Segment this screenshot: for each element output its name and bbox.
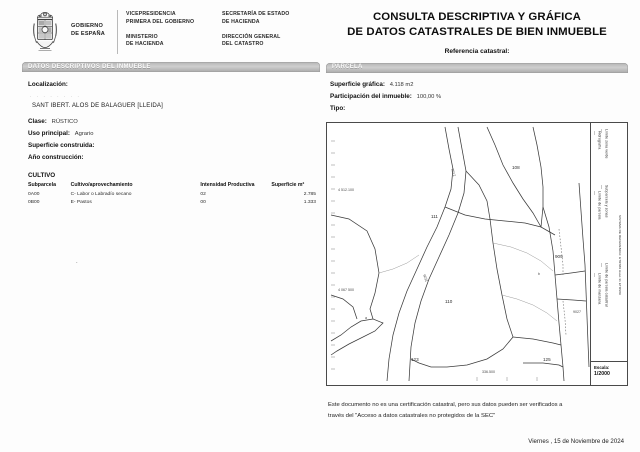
government-name — [71, 22, 113, 38]
cultivo-title: CULTIVO — [28, 171, 56, 179]
cell-superficie: 1.333 — [303, 200, 316, 206]
map-label-coord-west: 4 067 500 — [338, 288, 354, 293]
right-column — [326, 8, 628, 444]
cell-subparcela: 0B00 — [28, 200, 40, 206]
secretariat-line1: SECRETARÍA DE ESTADO — [222, 11, 290, 17]
map-legend-panel — [590, 123, 627, 385]
clase-value: RÚSTICO — [51, 118, 78, 125]
map-scale-value: 1/2000 — [594, 370, 610, 377]
page-title-line2: DE DATOS CATASTRALES DE BIEN INMUEBLE — [347, 26, 607, 39]
government-header — [22, 8, 320, 58]
map-label-small-b: b — [538, 272, 540, 277]
legend-item-4: Hidrografía — [597, 131, 602, 150]
vicepresidency-line1: VICEPRESIDENCIA — [126, 11, 176, 17]
anio-construccion-field — [28, 152, 316, 164]
localizacion-value: SANT IBERT. ALOS DE BALAGUER [LLEIDA] — [32, 101, 163, 109]
map-label-125: 125 — [543, 357, 551, 363]
superficie-grafica-value: 4.118 m2 — [389, 81, 414, 88]
cadastre-line1: DIRECCIÓN GENERAL — [222, 33, 281, 40]
legend-dash-0: — — [593, 273, 598, 278]
secretariat-line2: DE HACIENDA — [222, 18, 260, 25]
vicepresidency-line2: PRIMERA DEL GOBIERNO — [126, 18, 195, 25]
clase-field — [28, 116, 316, 128]
legend-dash-1: — — [600, 263, 605, 268]
superficie-grafica-label: Superficie gráfica: — [330, 80, 385, 88]
document-date: Viernes , 15 de Noviembre de 2024 — [528, 438, 624, 446]
cell-aprovechamiento: C- Labor o Labradío secano — [70, 192, 132, 198]
map-road-label-lower: 9011 — [422, 274, 429, 283]
cadastre-line2: DEL CATASTRO — [222, 41, 264, 48]
map-label-123: 123 — [411, 357, 419, 363]
cell-aprovechamiento: E- Pastos — [70, 200, 92, 206]
uso-principal-value: Agrario — [74, 130, 94, 137]
col-aprovechamiento: Cultivo/aprovechamiento — [70, 181, 133, 188]
ministry-line1: MINISTERIO — [126, 33, 158, 40]
legend-item-1: Límite de parcela catastral — [604, 263, 609, 308]
anio-construccion-label: Año construcción: — [28, 153, 84, 161]
government-name-line2: DE ESPAÑA — [71, 31, 106, 38]
localizacion-label: Localización: — [28, 81, 68, 88]
left-column — [22, 8, 320, 444]
cell-intensidad: 00 — [200, 200, 206, 206]
cultivo-table-header-row — [28, 182, 316, 191]
legend-item-5: Límite zona verde — [604, 129, 609, 159]
map-label-909: 909 — [555, 254, 563, 260]
inmueble-section-header — [22, 62, 320, 72]
cadastral-map-svg — [327, 123, 627, 385]
document-disclaimer-line2: través del "Acceso a datos catastrales no protegidos de la SEC" — [328, 412, 496, 419]
map-label-110: 110 — [445, 299, 453, 305]
map-scale-label: Escala: — [594, 365, 610, 371]
col-subparcela: Subparcela — [28, 181, 56, 188]
parcela-section-header — [326, 63, 628, 73]
col-intensidad: Intensidad Productiva — [200, 181, 255, 188]
referencia-catastral-label: Referencia catastral: — [444, 47, 510, 55]
secretariat-block — [222, 11, 302, 49]
participacion-field — [330, 91, 626, 103]
referencia-catastral — [326, 48, 628, 55]
map-label-coord-north: 4 512.100 — [338, 188, 354, 193]
superficie-construida-field — [28, 140, 316, 152]
superficie-grafica-field — [330, 79, 626, 91]
participacion-label: Participación del inmueble: — [330, 92, 412, 100]
uso-principal-field — [28, 128, 316, 140]
col-superficie: Superficie m² — [271, 181, 305, 188]
legend-item-0: Límite de manzana — [597, 273, 602, 305]
stray-mark: . — [76, 258, 78, 265]
header-divider — [117, 10, 118, 54]
government-name-line1: GOBIERNO — [71, 23, 104, 29]
map-label-coord-south: 336.500 — [482, 370, 495, 375]
uso-principal-label: Uso principal: — [28, 129, 70, 137]
parcela-section-title: PARCELA — [332, 64, 363, 71]
spain-coat-of-arms-icon — [28, 10, 62, 54]
legend-item-3: Subparcela y zonas — [604, 185, 609, 218]
map-road-label-upper: 9012 — [450, 168, 457, 178]
parcela-section-body — [326, 73, 628, 116]
map-credit-text: SISTEMA DE REFERENCIA: ETRS89 Huso 31 ETRS89 — [618, 215, 622, 296]
inmueble-section-title: DATOS DESCRIPTIVOS DEL INMUEBLE — [28, 63, 151, 70]
cell-subparcela: 0A00 — [28, 192, 40, 198]
page-title — [326, 10, 628, 41]
table-row — [28, 191, 316, 199]
vicepresidency-block — [126, 11, 214, 49]
cell-intensidad: 02 — [200, 192, 206, 198]
legend-dash-4: — — [593, 131, 598, 136]
localizacion-ghost-line: . . . . . . . . — [30, 92, 81, 99]
cadastral-map[interactable] — [326, 122, 628, 386]
legend-item-2: Límite de parcela — [597, 191, 602, 221]
tipo-field — [330, 103, 626, 115]
document-disclaimer — [326, 400, 628, 421]
map-label-9027: 9027 — [573, 310, 581, 315]
legend-dash-3: — — [600, 185, 605, 190]
cultivo-table — [28, 182, 316, 207]
map-label-small-a: a — [365, 316, 367, 321]
clase-label: Clase: — [28, 117, 47, 125]
superficie-construida-label: Superficie construida: — [28, 141, 95, 149]
tipo-label: Tipo: — [330, 105, 346, 113]
ministry-line2: DE HACIENDA — [126, 41, 164, 48]
cell-superficie: 2.785 — [303, 192, 316, 198]
participacion-value: 100,00 % — [416, 93, 442, 100]
document-disclaimer-line1: Este documento no es una certificación catastral, pero sus datos pueden ser verificados a — [328, 402, 563, 409]
map-label-111: 111 — [431, 214, 438, 220]
table-row — [28, 199, 316, 207]
map-label-108: 108 — [512, 165, 520, 171]
page-title-line1: CONSULTA DESCRIPTIVA Y GRÁFICA — [372, 11, 582, 23]
legend-dash-2: — — [593, 191, 598, 196]
map-scale-box — [591, 361, 627, 385]
legend-dash-5: — — [600, 129, 605, 134]
inmueble-section-body — [22, 72, 320, 265]
